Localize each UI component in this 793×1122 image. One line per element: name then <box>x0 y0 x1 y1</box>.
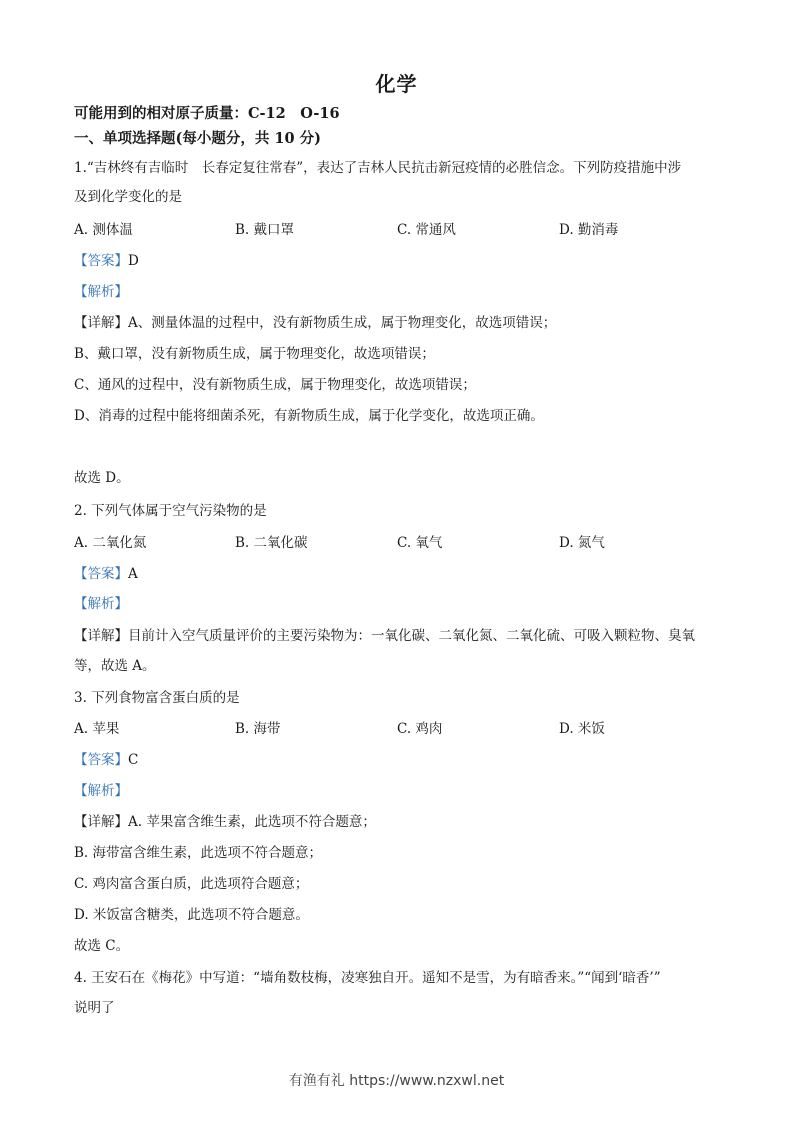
detail-text: 目前计入空气质量评价的主要污染物为：一氧化碳、二氧化氮、二氧化硫、可吸入颗粒物、臭氧 <box>128 628 695 644</box>
answer-tag: 【答案】 <box>74 752 128 768</box>
detail-text: A. 苹果富含维生素，此选项不符合题意； <box>128 814 376 830</box>
answer-value: D <box>128 253 139 269</box>
detail-tag: 【详解】 <box>74 814 128 830</box>
q2-answer <box>74 564 138 584</box>
q3-detail-line2: B. 海带富含维生素，此选项不符合题意； <box>74 845 323 861</box>
q1-option-a: A. 测体温 <box>74 222 133 238</box>
q2-detail-line1 <box>74 626 695 646</box>
q3-option-a: A. 苹果 <box>74 721 120 737</box>
q1-analysis-tag: 【解析】 <box>74 284 128 300</box>
q1-conclusion: 故选 D。 <box>74 470 130 486</box>
answer-value: A <box>128 566 138 582</box>
q3-conclusion: 故选 C。 <box>74 938 130 954</box>
q1-stem-line1: 1.“吉林终有吉临时 长春定复往常春”，表达了吉林人民抗击新冠疫情的必胜信念。下列防疫措施中涉 <box>74 160 682 176</box>
q3-stem: 3. 下列食物富含蛋白质的是 <box>74 690 240 706</box>
detail-text: A、测量体温的过程中，没有新物质生成，属于物理变化，故选项错误； <box>128 315 557 331</box>
q4-stem-line1: 4. 王安石在《梅花》中写道：“墙角数枝梅，凌寒独自开。遥知不是雪，为有暗香来。”“闻到‘暗香’” <box>74 970 661 986</box>
section-heading: 一、单项选择题(每小题分，共 10 分) <box>74 130 321 147</box>
q3-option-b: B. 海带 <box>235 721 281 737</box>
q2-stem: 2. 下列气体属于空气污染物的是 <box>74 503 267 519</box>
answer-value: C <box>128 752 139 768</box>
q1-option-d: D. 勤消毒 <box>559 222 619 238</box>
detail-tag: 【详解】 <box>74 315 128 331</box>
q1-detail-line3: C、通风的过程中，没有新物质生成，属于物理变化，故选项错误； <box>74 377 476 393</box>
atomic-mass-note: 可能用到的相对原子质量：C-12 O-16 <box>74 105 340 122</box>
q3-option-c: C. 鸡肉 <box>397 721 443 737</box>
q4-stem-line2: 说明了 <box>74 1000 115 1016</box>
footer-watermark: 有渔有礼 https://www.nzxwl.net <box>288 1073 505 1089</box>
q1-detail-line1 <box>74 313 556 333</box>
q1-option-c: C. 常通风 <box>397 222 456 238</box>
q3-analysis-tag: 【解析】 <box>74 783 128 799</box>
q3-detail-line4: D. 米饭富含糖类，此选项不符合题意。 <box>74 907 309 923</box>
q3-detail-line3: C. 鸡肉富含蛋白质，此选项符合题意； <box>74 876 309 892</box>
q2-option-c: C. 氧气 <box>397 535 443 551</box>
answer-tag: 【答案】 <box>74 566 128 582</box>
q1-detail-line4: D、消毒的过程中能将细菌杀死，有新物质生成，属于化学变化，故选项正确。 <box>74 408 544 424</box>
q1-option-b: B. 戴口罩 <box>235 222 295 238</box>
q3-detail-line1 <box>74 812 376 832</box>
q3-answer <box>74 750 138 770</box>
q2-option-a: A. 二氧化氮 <box>74 535 147 551</box>
q1-detail-line2: B、戴口罩，没有新物质生成，属于物理变化，故选项错误； <box>74 346 435 362</box>
q1-stem-line2: 及到化学变化的是 <box>74 189 182 205</box>
q2-detail-line2: 等，故选 A。 <box>74 658 156 674</box>
page-title: 化学 <box>375 72 418 96</box>
answer-tag: 【答案】 <box>74 253 128 269</box>
q1-answer <box>74 251 139 271</box>
q2-option-b: B. 二氧化碳 <box>235 535 308 551</box>
q3-option-d: D. 米饭 <box>559 721 605 737</box>
q2-analysis-tag: 【解析】 <box>74 596 128 612</box>
q2-option-d: D. 氮气 <box>559 535 605 551</box>
detail-tag: 【详解】 <box>74 628 128 644</box>
